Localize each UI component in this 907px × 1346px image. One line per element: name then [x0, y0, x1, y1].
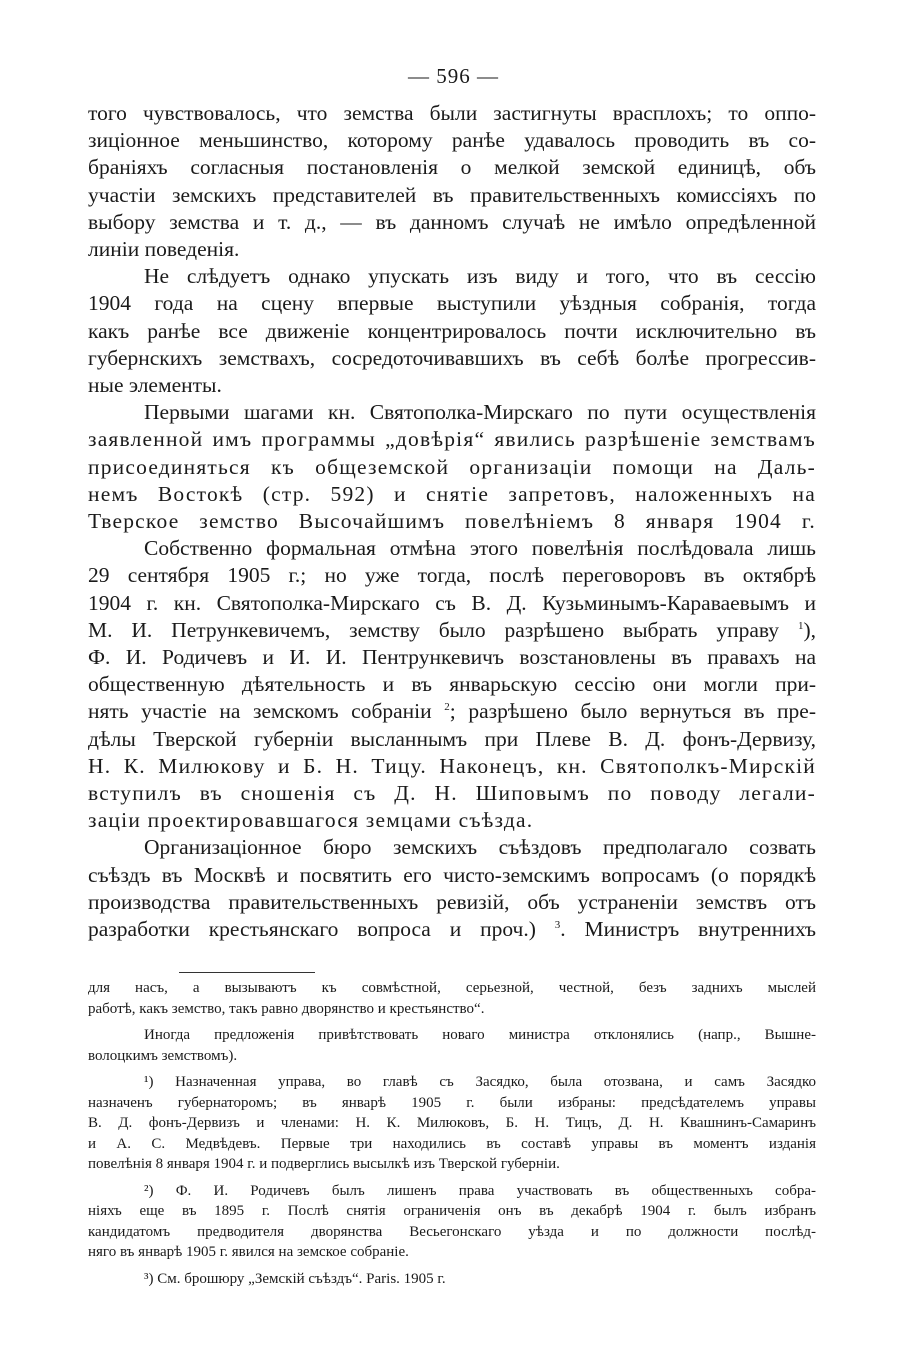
text-line: 29 сентября 1905 г.; но уже тогда, послѣ переговоровъ въ октябрѣ	[88, 563, 816, 588]
text-line: губернскихъ земствахъ, сосредоточивавшихъ въ себѣ болѣе прогрессив-	[88, 345, 816, 370]
footnote-line: работѣ, какъ земство, такъ равно дворянство и крестьянство“.	[88, 1000, 485, 1017]
text-line: Первыми шагами кн. Святополка-Мирскаго по пути осуществленія	[144, 400, 816, 425]
footnote-separator	[179, 972, 315, 973]
text-line: заявленной имъ программы „довѣрія“ явились разрѣшеніе земствамъ	[88, 427, 816, 452]
footnote-line: волоцкимъ земствомъ).	[88, 1047, 238, 1064]
text-line: Организаціонное бюро земскихъ съѣздовъ предполагало созвать	[144, 835, 816, 860]
text-line: производства правительственныхъ ревизій, объ устраненіи земствъ отъ	[88, 889, 816, 914]
text-line: выбору земства и т. д., — въ данномъ случаѣ не имѣло опредѣленной	[88, 209, 816, 234]
text-fragment: разработки крестьянскаго вопроса и проч.)	[88, 917, 536, 942]
footnote-ref-2: 2	[444, 701, 450, 714]
text-line: участіи земскихъ представителей въ правительственныхъ комиссіяхъ по	[88, 182, 816, 207]
footnote-2: ²) Ф. И. Родичевъ былъ лишенъ права участвовать въ общественныхъ собра-	[144, 1182, 816, 1199]
text-line: дѣлы Тверской губерніи высланнымъ при Плеве В. Д. фонъ-Дервизу,	[88, 726, 816, 751]
footnote-line: и А. С. Медвѣдевъ. Первые три находились въ составѣ управы въ моментъ изданія	[88, 1135, 816, 1152]
text-line: 1904 г. кн. Святополка-Мирскаго съ В. Д. Кузьминымъ-Караваевымъ и	[88, 590, 816, 615]
text-fragment: ; разрѣшено было вернуться въ пре-	[449, 699, 816, 724]
footnote-1: ¹) Назначенная управа, во главѣ съ Засядко, была отозвана, и самъ Засядко	[144, 1074, 816, 1090]
text-line: того чувствовалось, что земства были застигнуты врасплохъ; то оппо-	[88, 101, 816, 125]
text-line: какъ ранѣе все движеніе концентрировалось почти исключительно въ	[88, 318, 816, 343]
page-number: — 596 —	[408, 64, 499, 88]
text-fragment: нять участіе на земскомъ собраніи	[88, 699, 432, 724]
text-line-with-ref	[88, 698, 816, 725]
text-fragment: . Министръ внутреннихъ	[560, 917, 816, 942]
text-fragment: ),	[803, 617, 816, 642]
footnote-line: кандидатомъ предводителя дворянства Весьегонскаго уѣзда и по должности послѣд-	[88, 1223, 816, 1240]
footnote-ref-3: 3	[554, 918, 561, 931]
text-line: Тверское земство Высочайшимъ повелѣніемъ 8 января 1904 г.	[88, 509, 816, 534]
paragraph-3	[88, 399, 816, 535]
text-line: немъ Востокѣ (стр. 592) и снятіе запретовъ, наложенныхъ на	[88, 481, 816, 506]
text-line-with-ref	[88, 617, 816, 644]
paragraph-4	[88, 535, 816, 834]
text-line: Н. К. Милюкову и Б. Н. Тицу. Наконецъ, кн. Святополкъ-Мирскій	[88, 753, 816, 778]
footnote-line: В. Д. фонъ-Дервизъ и членами: Н. К. Милюковъ, Б. Н. Тицъ, Д. Н. Квашнинъ-Самаринъ	[88, 1115, 816, 1131]
paragraph-1	[88, 100, 816, 263]
footnote-3: ³) См. брошюру „Земскій съѣздъ“. Paris. 1905 г.	[144, 1270, 446, 1287]
footnote-line: няго въ январѣ 1905 г. явился на земское собраніе.	[88, 1244, 409, 1260]
text-line: общественную дѣятельность и въ январьскую сессію они могли при-	[88, 672, 816, 697]
text-line: вступилъ въ сношенія съ Д. Н. Шиповымъ по поводу легали-	[88, 781, 816, 806]
footnotes	[88, 978, 816, 1289]
text-line: заціи проектировавшагося земцами съѣзда.	[88, 808, 534, 833]
text-line: съѣздъ въ Москвѣ и посвятить его чисто-земскимъ вопросамъ (о порядкѣ	[88, 862, 816, 887]
footnote-ref-1: 1	[797, 619, 804, 632]
text-line-with-ref	[88, 916, 816, 943]
footnote-line: ніяхъ еще въ 1895 г. Послѣ снятія ограниченія онъ въ декабрѣ 1904 г. былъ избранъ	[88, 1203, 816, 1219]
text-line: зиціонное меньшинство, которому ранѣе удавалось проводить въ со-	[88, 128, 816, 153]
text-line: ные элементы.	[88, 373, 222, 398]
text-line: Не слѣдуетъ однако упускать изъ виду и того, что въ сессію	[144, 264, 816, 289]
text-line: Собственно формальная отмѣна этого повелѣнія послѣдовала лишь	[144, 536, 816, 561]
text-line: присоединяться къ общеземской организаціи помощи на Даль-	[88, 454, 816, 479]
footnote-line: Иногда предложенія привѣтствовать новаго министра отклонялись (напр., Вышне-	[144, 1027, 816, 1043]
text-line: браніяхъ согласныя постановленія о мелкой земской единицѣ, объ	[88, 155, 816, 180]
text-line: линіи поведенія.	[88, 237, 240, 262]
main-text	[88, 100, 816, 943]
footnote-line: для насъ, а вызываютъ къ совмѣстной, серьезной, честной, безъ заднихъ мыслей	[88, 980, 816, 996]
paragraph-5	[88, 834, 816, 943]
footnote-line: повелѣнія 8 января 1904 г. и подверглись высылкѣ изъ Тверской губерніи.	[88, 1156, 560, 1172]
text-fragment: М. И. Петрункевичемъ, земству было разрѣшено выбрать управу	[88, 617, 780, 642]
footnote-line: назначенъ губернаторомъ; въ январѣ 1905 г. были избраны: предсѣдателемъ управы	[88, 1094, 816, 1111]
text-line: 1904 года на сцену впервые выступили уѣздныя собранія, тогда	[88, 291, 816, 316]
text-line: Ф. И. Родичевъ и И. И. Пентрункевичъ возстановлены въ правахъ на	[88, 645, 816, 670]
paragraph-2	[88, 263, 816, 399]
